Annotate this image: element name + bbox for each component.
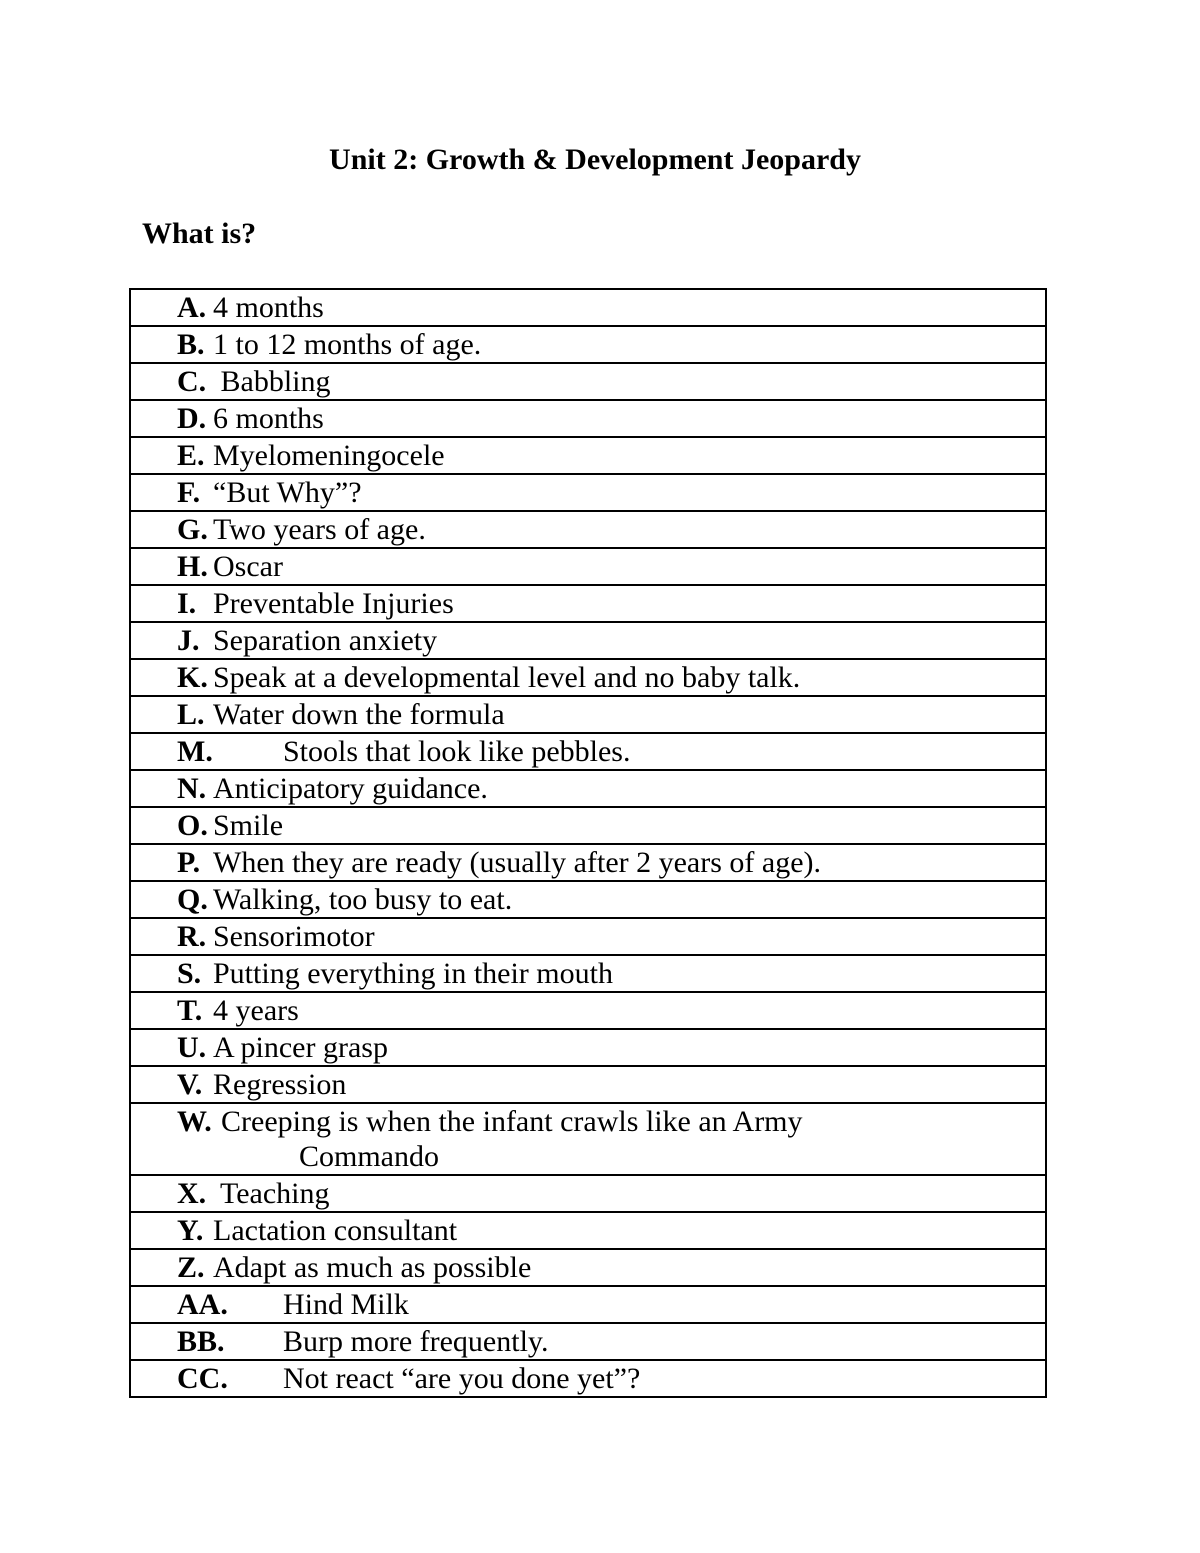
answer-text: Walking, too busy to eat.	[213, 883, 513, 916]
answer-cell	[130, 1323, 1046, 1360]
answer-letter: BB.	[177, 1325, 225, 1358]
table-row	[130, 437, 1046, 474]
table-row	[130, 585, 1046, 622]
answer-text: A pincer grasp	[213, 1031, 388, 1064]
answer-cell	[130, 918, 1046, 955]
answer-cell	[130, 1103, 1046, 1175]
answer-letter: P.	[177, 846, 201, 879]
answer-cell	[130, 326, 1046, 363]
answer-letter: Z.	[177, 1251, 205, 1284]
answer-text: Burp more frequently.	[283, 1325, 549, 1358]
answer-letter: U.	[177, 1031, 207, 1064]
table-row	[130, 733, 1046, 770]
table-row	[130, 1175, 1046, 1212]
answer-cell	[130, 400, 1046, 437]
answer-letter: T.	[177, 994, 203, 1027]
answer-table	[129, 288, 1047, 1398]
answer-cell	[130, 511, 1046, 548]
table-row	[130, 696, 1046, 733]
answer-text: Speak at a developmental level and no baby talk.	[213, 661, 801, 694]
table-row	[130, 363, 1046, 400]
table-row	[130, 1212, 1046, 1249]
answer-letter: G.	[177, 513, 208, 546]
table-row	[130, 548, 1046, 585]
answer-letter: W.	[177, 1105, 212, 1138]
answer-text: Sensorimotor	[213, 920, 375, 953]
table-row	[130, 844, 1046, 881]
table-row	[130, 918, 1046, 955]
answer-cell	[130, 1249, 1046, 1286]
answer-cell	[130, 1175, 1046, 1212]
table-row	[130, 474, 1046, 511]
answer-letter: I.	[177, 587, 197, 620]
answer-cell	[130, 585, 1046, 622]
answer-text: Oscar	[213, 550, 283, 583]
answer-text: Lactation consultant	[213, 1214, 458, 1247]
answer-text: Preventable Injuries	[213, 587, 454, 620]
answer-cell	[130, 1360, 1046, 1397]
answer-letter: H.	[177, 550, 208, 583]
answer-text: Creeping is when the infant crawls like an Army Commando	[221, 1105, 803, 1173]
page-subtitle: What is?	[142, 217, 257, 250]
answer-table-body	[130, 289, 1046, 1397]
answer-letter: Y.	[177, 1214, 204, 1247]
answer-text: 4 years	[213, 994, 299, 1027]
table-row	[130, 955, 1046, 992]
answer-cell	[130, 622, 1046, 659]
answer-cell	[130, 955, 1046, 992]
table-row	[130, 400, 1046, 437]
table-row	[130, 770, 1046, 807]
answer-text: Separation anxiety	[213, 624, 438, 657]
answer-letter: S.	[177, 957, 202, 990]
answer-cell	[130, 881, 1046, 918]
table-row	[130, 326, 1046, 363]
answer-text: “But Why”?	[213, 476, 362, 509]
answer-letter: J.	[177, 624, 200, 657]
table-row	[130, 881, 1046, 918]
answer-letter: K.	[177, 661, 208, 694]
answer-cell	[130, 696, 1046, 733]
answer-cell	[130, 733, 1046, 770]
answer-letter: V.	[177, 1068, 203, 1101]
answer-letter: N.	[177, 772, 207, 805]
answer-letter: E.	[177, 439, 205, 472]
answer-text: Not react “are you done yet”?	[283, 1362, 641, 1395]
table-row	[130, 992, 1046, 1029]
answer-cell	[130, 548, 1046, 585]
answer-letter: C.	[177, 365, 207, 398]
answer-cell	[130, 807, 1046, 844]
table-row	[130, 1103, 1046, 1175]
answer-letter: O.	[177, 809, 208, 842]
answer-text: Smile	[213, 809, 284, 842]
answer-letter: D.	[177, 402, 207, 435]
answer-text: Two years of age.	[213, 513, 426, 546]
answer-text: Anticipatory guidance.	[213, 772, 488, 805]
answer-cell	[130, 1212, 1046, 1249]
page-title: Unit 2: Growth & Development Jeopardy	[329, 143, 861, 176]
answer-text: Water down the formula	[213, 698, 505, 731]
table-row	[130, 1286, 1046, 1323]
answer-text: Regression	[213, 1068, 347, 1101]
table-row	[130, 511, 1046, 548]
answer-text: Putting everything in their mouth	[213, 957, 613, 990]
answer-letter: R.	[177, 920, 207, 953]
table-row	[130, 1323, 1046, 1360]
answer-letter: B.	[177, 328, 205, 361]
answer-text: Babbling	[213, 365, 331, 398]
answer-text: Hind Milk	[283, 1288, 409, 1321]
table-row	[130, 1029, 1046, 1066]
answer-cell	[130, 1066, 1046, 1103]
answer-cell	[130, 1029, 1046, 1066]
answer-text: 6 months	[213, 402, 324, 435]
answer-text: Teaching	[213, 1177, 330, 1210]
answer-cell	[130, 844, 1046, 881]
answer-text: Adapt as much as possible	[213, 1251, 532, 1284]
answer-text: 1 to 12 months of age.	[213, 328, 482, 361]
answer-text: Myelomeningocele	[213, 439, 445, 472]
answer-letter: AA.	[177, 1288, 228, 1321]
answer-letter: X.	[177, 1177, 207, 1210]
answer-letter: M.	[177, 735, 213, 768]
answer-text: Stools that look like pebbles.	[283, 735, 631, 768]
answer-text: 4 months	[213, 291, 324, 324]
table-row	[130, 1360, 1046, 1397]
table-row	[130, 622, 1046, 659]
answer-cell	[130, 992, 1046, 1029]
answer-cell	[130, 474, 1046, 511]
answer-cell	[130, 437, 1046, 474]
answer-letter: Q.	[177, 883, 208, 916]
answer-letter: A.	[177, 291, 207, 324]
table-row	[130, 289, 1046, 326]
table-row	[130, 1249, 1046, 1286]
answer-text: When they are ready (usually after 2 years of age).	[213, 846, 822, 879]
table-row	[130, 807, 1046, 844]
answer-cell	[130, 770, 1046, 807]
table-row	[130, 659, 1046, 696]
answer-cell	[130, 289, 1046, 326]
answer-cell	[130, 1286, 1046, 1323]
answer-letter: L.	[177, 698, 205, 731]
answer-cell	[130, 659, 1046, 696]
answer-letter: CC.	[177, 1362, 228, 1395]
table-row	[130, 1066, 1046, 1103]
answer-letter: F.	[177, 476, 201, 509]
answer-cell	[130, 363, 1046, 400]
